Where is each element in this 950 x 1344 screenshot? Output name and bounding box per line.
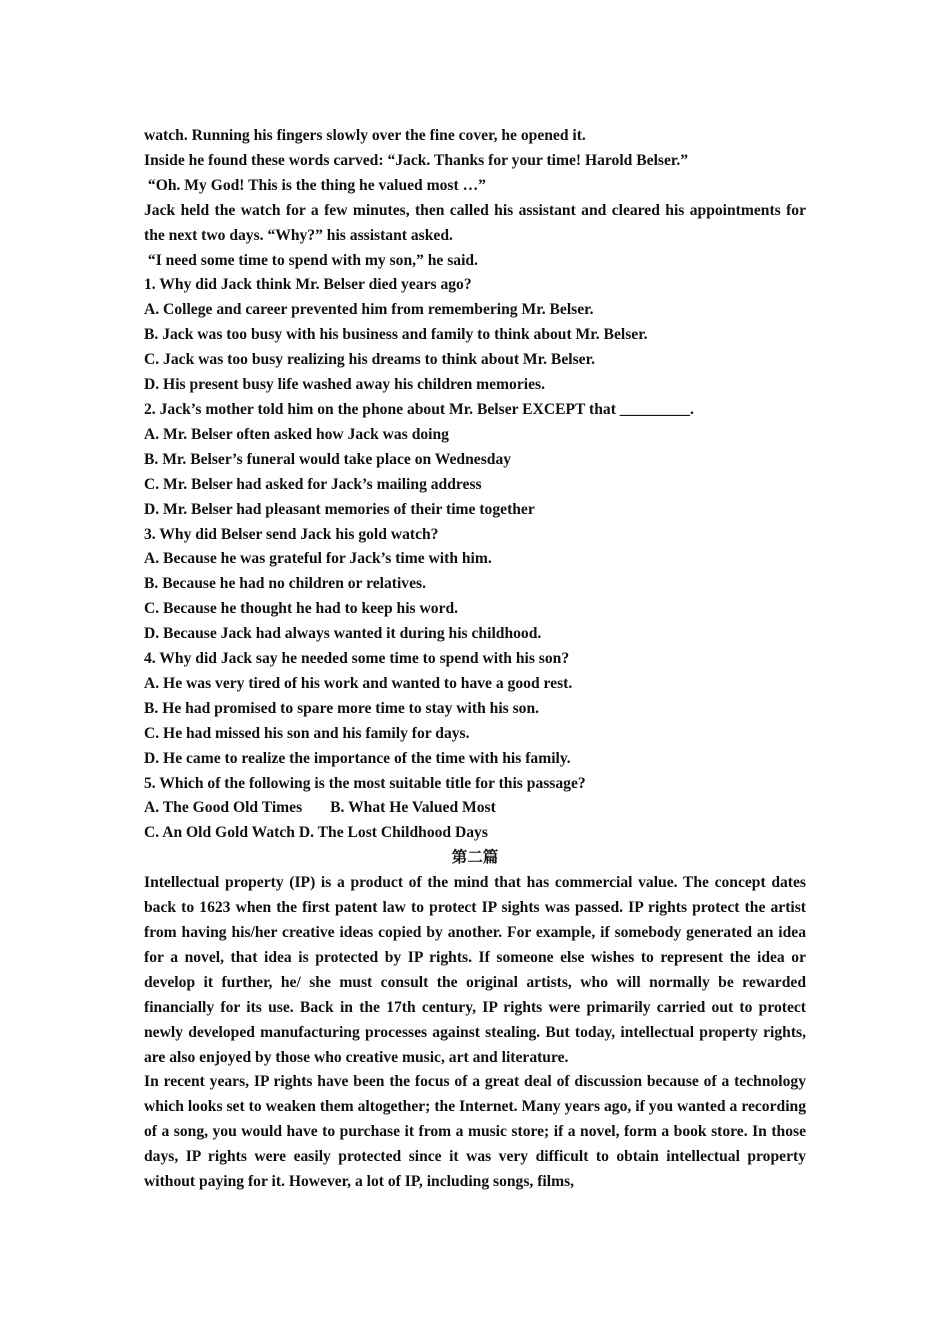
answer-option: C. Mr. Belser had asked for Jack’s mailing address: [144, 475, 482, 493]
answer-option-row: [144, 821, 806, 846]
question-4: [144, 647, 806, 772]
question-stem: 5. Which of the following is the most suitable title for this passage?: [144, 774, 586, 792]
question-1: [144, 273, 806, 398]
question-stem: 1. Why did Jack think Mr. Belser died years ago?: [144, 276, 472, 294]
story-paragraph: Jack held the watch for a few minutes, then called his assistant and cleared his appointments for the next two days. “Why?” his assistant asked.: [144, 201, 806, 244]
answer-option: B. Because he had no children or relatives.: [144, 575, 426, 593]
passage1-tail: [144, 124, 806, 273]
story-line: “I need some time to spend with my son,” he said.: [144, 251, 478, 269]
question-3: [144, 523, 806, 648]
answer-option-row: [144, 796, 806, 821]
answer-option: A. College and career prevented him from remembering Mr. Belser.: [144, 301, 594, 319]
story-line: Inside he found these words carved: “Jack. Thanks for your time! Harold Belser.”: [144, 151, 689, 169]
answer-option: B. Mr. Belser’s funeral would take place on Wednesday: [144, 450, 512, 468]
question-stem: 4. Why did Jack say he needed some time to spend with his son?: [144, 650, 570, 668]
section-heading: 第二篇: [451, 849, 499, 867]
answer-option: C. Because he thought he had to keep his word.: [144, 600, 459, 618]
answer-option: A. Because he was grateful for Jack’s time with him.: [144, 550, 492, 568]
question-5: [144, 772, 806, 847]
answer-option: B. He had promised to spare more time to stay with his son.: [144, 699, 540, 717]
answer-option: A. The Good Old Times: [144, 799, 303, 817]
document-page: [144, 124, 806, 1195]
story-line: “Oh. My God! This is the thing he valued most …”: [144, 176, 486, 194]
answer-option: D. Because Jack had always wanted it during his childhood.: [144, 625, 542, 643]
answer-option: C. He had missed his son and his family for days.: [144, 724, 470, 742]
section-paragraph: Intellectual property (IP) is a product of the mind that has commercial value. The concept dates back to 1623 when the first patent law to protect IP sights was passed. IP rights protect the artist from having his/her creative ideas copied by another. For example, if somebody generated an idea for a novel, that idea is protected by IP rights. If someone else wishes to represent the idea or develop it further, he/ she must consult the original artists, who will normally be rewarded financially for its use. Back in the 17th century, IP rights were primarily carried out to protect newly developed manufacturing processes against stealing. But today, intellectual property rights, are also enjoyed by those who creative music, art and literature.: [144, 874, 806, 1066]
answer-option: B. What He Valued Most: [330, 799, 496, 817]
section-paragraph: In recent years, IP rights have been the focus of a great deal of discussion because of a technology which looks set to weaken them altogether; the Internet. Many years ago, if you wanted a recording of a song, you would have to purchase it from a music store; if a novel, form a book store. In those days, IP rights were easily protected since it was very difficult to obtain intellectual property without paying for it. However, a lot of IP, including songs, films,: [144, 1073, 806, 1191]
answer-option: C. Jack was too busy realizing his dreams to think about Mr. Belser.: [144, 351, 595, 369]
question-2: [144, 398, 806, 523]
answer-option: D. His present busy life washed away his children memories.: [144, 376, 545, 394]
answer-option: A. He was very tired of his work and wanted to have a good rest.: [144, 674, 573, 692]
answer-option: C. An Old Gold Watch: [144, 824, 295, 842]
answer-option: A. Mr. Belser often asked how Jack was doing: [144, 425, 449, 443]
question-stem: 2. Jack’s mother told him on the phone about Mr. Belser EXCEPT that _________.: [144, 400, 694, 418]
question-stem: 3. Why did Belser send Jack his gold watch?: [144, 525, 439, 543]
answer-option: D. The Lost Childhood Days: [298, 824, 488, 842]
answer-option: B. Jack was too busy with his business and family to think about Mr. Belser.: [144, 326, 648, 344]
answer-option: D. He came to realize the importance of the time with his family.: [144, 749, 571, 767]
answer-option: D. Mr. Belser had pleasant memories of their time together: [144, 500, 535, 518]
story-line: watch. Running his fingers slowly over the fine cover, he opened it.: [144, 127, 586, 144]
section-2: [144, 846, 806, 1195]
